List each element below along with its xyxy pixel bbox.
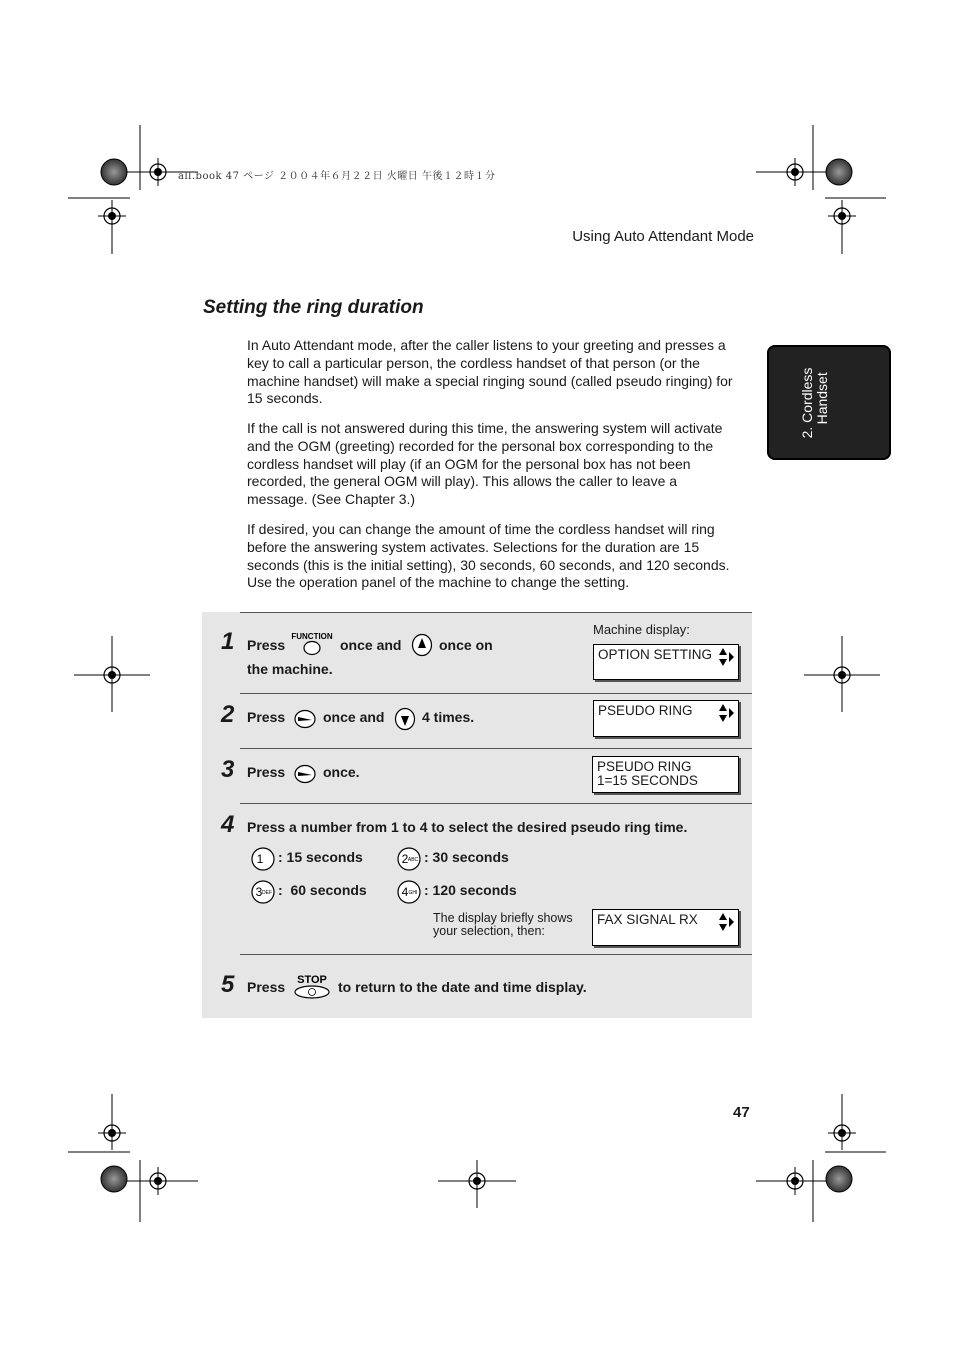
lcd-display xyxy=(593,644,739,680)
chapter-tab-label: 2. Cordless Handset xyxy=(799,367,830,439)
step-text: Press xyxy=(247,764,286,780)
paragraph: In Auto Attendant mode, after the caller listens to your greeting and presses a key to call a particular person, the cordless handset of that person (or the machine handset) will make a special ringing sound (called pseudo ringing) for 15 seconds. xyxy=(247,337,733,407)
step-text: Press a number from 1 to 4 to select the desired pseudo ring time. xyxy=(247,819,688,835)
option-label: : 60 seconds xyxy=(278,882,367,898)
step-text: Press xyxy=(247,709,286,725)
step-number: 2 xyxy=(221,701,235,728)
lcd-text: OPTION SETTING xyxy=(598,647,713,662)
machine-display-label: Machine display: xyxy=(593,622,690,637)
right-arrow-key-icon xyxy=(294,764,316,789)
step-text: Press xyxy=(247,637,286,653)
up-down-arrow-icon xyxy=(718,648,734,666)
number-key-3-icon xyxy=(250,879,276,910)
up-down-arrow-icon xyxy=(718,704,734,722)
paragraph: If desired, you can change the amount of time the cordless handset will ring before the answering system activates. Selections for the duration are 15 seconds (this is the initial setting), 30 seconds, 60 seconds, and 120 seconds. Use the operation panel of the machine to change the setting. xyxy=(247,521,730,591)
running-header: Using Auto Attendant Mode xyxy=(572,228,754,245)
lcd-text: PSEUDO RING xyxy=(598,703,693,718)
step-text: Press xyxy=(247,979,286,995)
paragraph: If the call is not answered during this time, the answering system will activate and the OGM (greeting) recorded for the personal box corresponding to the cordless handset will play (if an OGM for the personal box has not been recorded, the general OGM will play). This allows the caller to leave a message. (See Chapter 3.) xyxy=(247,420,723,508)
lcd-text: PSEUDO RING xyxy=(597,759,692,774)
up-arrow-key-icon xyxy=(411,633,433,662)
svg-text:1: 1 xyxy=(256,852,264,866)
step-text: once on xyxy=(439,637,493,653)
number-key-1-icon xyxy=(250,846,276,877)
down-arrow-key-icon xyxy=(394,707,416,736)
number-key-4-icon xyxy=(396,879,422,910)
svg-text:FUNCTION: FUNCTION xyxy=(291,632,333,641)
lcd-display xyxy=(593,700,739,737)
option-label: : 30 seconds xyxy=(424,849,509,865)
step-number: 1 xyxy=(221,628,235,655)
svg-text:3: 3 xyxy=(255,885,263,899)
step-text: once and xyxy=(340,637,402,653)
option-label: : 15 seconds xyxy=(278,849,363,865)
svg-text:2: 2 xyxy=(401,852,409,866)
svg-text:GHI: GHI xyxy=(408,890,418,896)
divider xyxy=(240,803,752,804)
steps-panel xyxy=(202,612,752,1018)
section-title: Setting the ring duration xyxy=(203,297,424,318)
step-text: once. xyxy=(323,764,360,780)
lcd-text: FAX SIGNAL RX xyxy=(597,912,698,927)
step-number: 3 xyxy=(221,756,235,783)
number-key-2-icon xyxy=(396,846,422,877)
function-key-icon xyxy=(291,631,333,662)
page-number: 47 xyxy=(733,1104,750,1121)
print-header: all.book 47 ページ ２００４年６月２２日 火曜日 午後１２時１分 xyxy=(178,171,496,182)
option-label: : 120 seconds xyxy=(424,882,517,898)
step-text: the machine. xyxy=(247,661,333,677)
step-text: to return to the date and time display. xyxy=(338,979,587,995)
svg-text:DEF: DEF xyxy=(262,890,272,896)
lcd-display xyxy=(592,756,739,793)
lcd-display xyxy=(592,909,739,946)
up-down-arrow-icon xyxy=(718,913,734,931)
svg-text:STOP: STOP xyxy=(297,974,327,986)
chapter-tab xyxy=(767,345,891,460)
step-number: 4 xyxy=(221,811,235,838)
stop-key-icon xyxy=(293,972,333,1005)
step-number: 5 xyxy=(221,971,235,998)
display-note: The display briefly shows your selection, then: xyxy=(433,911,573,938)
svg-text:ABC: ABC xyxy=(407,857,419,863)
lcd-text: 1=15 SECONDS xyxy=(597,773,698,788)
divider xyxy=(240,748,752,749)
divider xyxy=(240,693,752,694)
svg-text:4: 4 xyxy=(401,885,409,899)
divider xyxy=(240,612,752,613)
right-arrow-key-icon xyxy=(294,709,316,734)
step-text: once and xyxy=(323,709,385,725)
step-text: 4 times. xyxy=(422,709,475,725)
divider xyxy=(240,954,752,955)
